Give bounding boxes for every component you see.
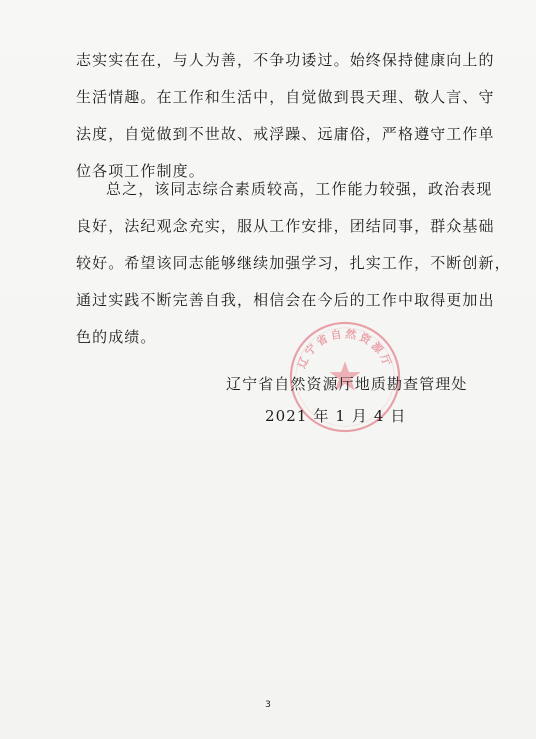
paragraph-2-line-2: 良好，法纪观念充实，服从工作安排，团结同事，群众基础 bbox=[76, 217, 495, 235]
paragraph-2-line-3: 较好。希望该同志能够继续加强学习，扎实工作，不断创新， bbox=[76, 254, 511, 272]
signature-date: 2021 年 1 月 4 日 bbox=[265, 407, 407, 425]
paragraph-2-line-5: 色的成绩。 bbox=[76, 328, 157, 346]
seal-text: 辽宁省自然资源厅 bbox=[295, 327, 395, 371]
paragraph-1-line-1: 志实实在在，与人为善，不争功诿过。始终保持健康向上的 bbox=[76, 51, 495, 69]
paragraph-1-line-2: 生活情趣。在工作和生活中，自觉做到畏天理、敬人言、守 bbox=[76, 88, 495, 106]
signature-organization: 辽宁省自然资源厅地质勘查管理处 bbox=[226, 375, 468, 393]
page-number: 3 bbox=[265, 700, 271, 710]
paragraph-1-line-3: 法度，自觉做到不世故、戒浮躁、远庸俗，严格遵守工作单 bbox=[76, 125, 495, 143]
paragraph-2-line-4: 通过实践不断完善自我，相信会在今后的工作中取得更加出 bbox=[76, 291, 495, 309]
paragraph-1-line-4: 位各项工作制度。 bbox=[76, 162, 205, 180]
paragraph-2-line-1: 总之，该同志综合素质较高，工作能力较强，政治表现 bbox=[106, 180, 493, 198]
